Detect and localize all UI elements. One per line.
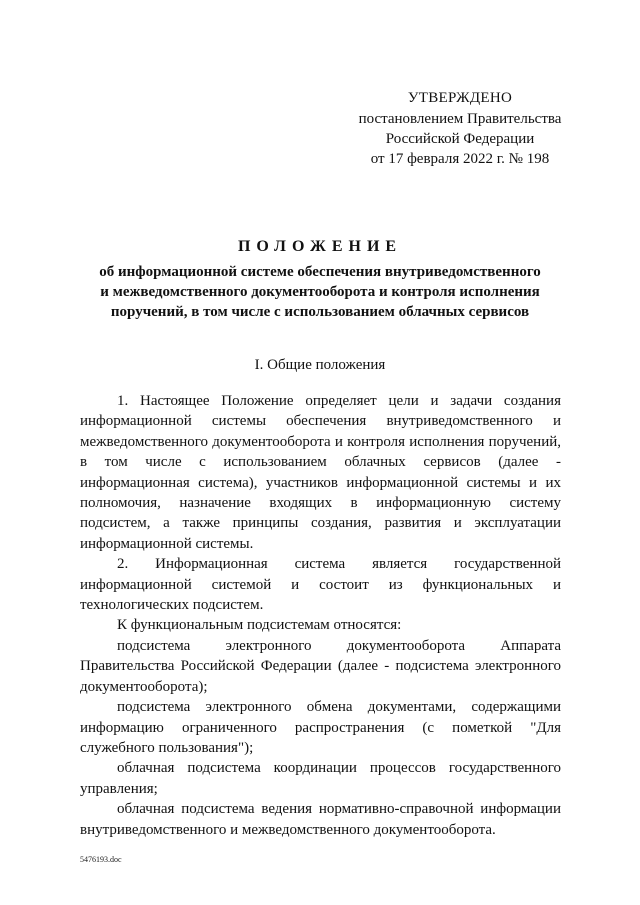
paragraph-2: 2. Информационная система является государственной информационной системой и состоит из функциональных и технологических подсистем. [80, 556, 561, 614]
subtitle-line-1: об информационной системе обеспечения внутриведомственного [99, 264, 541, 280]
paragraph-4: подсистема электронного документооборота Аппарата Правительства Российской Федерации (далее - подсистема электронного документооборота); [80, 637, 561, 695]
file-code: 5476193.doc [80, 855, 122, 864]
document-subtitle [60, 262, 580, 322]
paragraph-6: облачная подсистема координации процессов государственного управления; [80, 760, 561, 797]
paragraph-7: облачная подсистема ведения нормативно-справочной информации внутриведомственного и межведомственного документооборота. [80, 801, 561, 838]
document-body [80, 391, 561, 840]
subtitle-line-2: и межведомственного документооборота и контроля исполнения [100, 284, 540, 300]
section-heading: I. Общие положения [254, 357, 386, 373]
document-title: ПОЛОЖЕНИЕ [237, 238, 403, 255]
paragraph-3: К функциональным подсистемам относятся: [117, 617, 402, 634]
subtitle-line-3: поручений, в том числе с использованием облачных сервисов [110, 304, 530, 320]
approval-line-3: от 17 февраля 2022 г. № 198 [370, 151, 550, 167]
paragraph-1: 1. Настоящее Положение определяет цели и задачи создания информационной системы обеспечения внутриведомственного и межведомственного документооборота и контроля исполнения поручений, в том числе с использованием облачных сервисов (далее - информационная система), участников информационной системы и их полномочия, назначение входящих в информационную систему подсистем, а также принципы создания, развития и эксплуатации информационной системы. [80, 393, 561, 552]
approval-title: УТВЕРЖДЕНО [407, 90, 513, 106]
approval-line-2: Российской Федерации [385, 131, 535, 147]
approval-stamp [340, 88, 580, 169]
approval-line-1: постановлением Правительства [358, 111, 562, 127]
paragraph-5: подсистема электронного обмена документами, содержащими информацию ограниченного распространения (с пометкой "Для служебного пользования"); [80, 699, 561, 756]
